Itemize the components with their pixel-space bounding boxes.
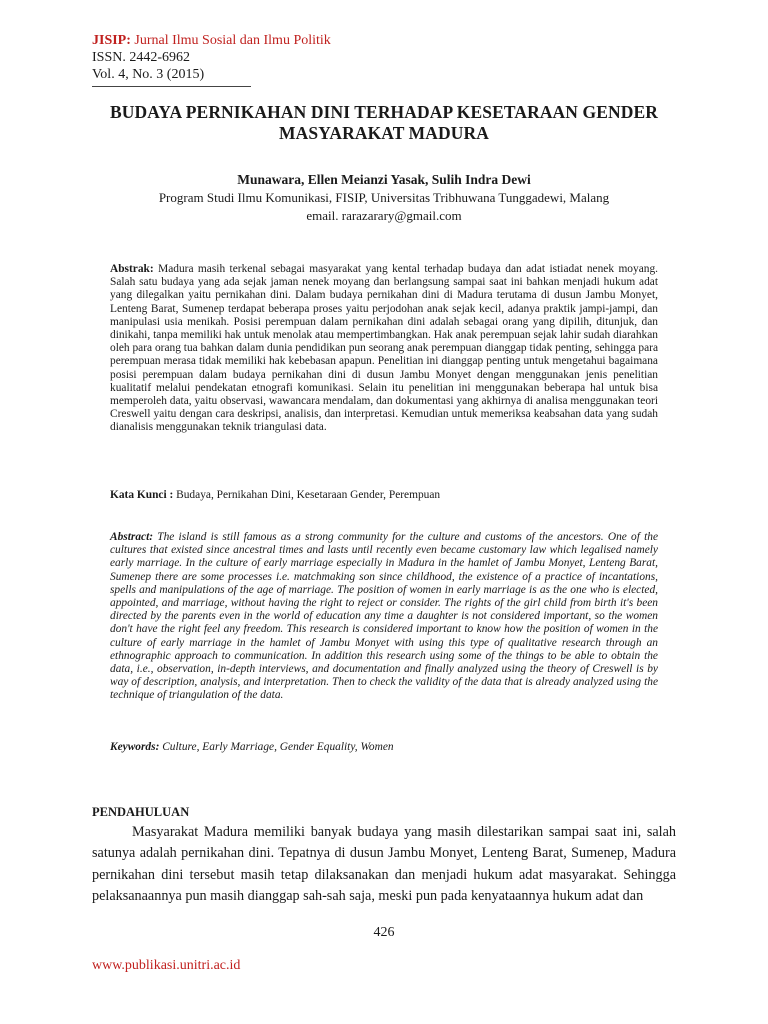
section-heading-introduction: PENDAHULUAN [92, 805, 190, 819]
author-affiliation-block [80, 189, 688, 225]
journal-header [92, 32, 331, 83]
abstract-english [110, 531, 658, 703]
keywords-en-label: Keywords: [110, 741, 160, 753]
keywords-english [110, 741, 658, 754]
footer-link[interactable]: www.publikasi.unitri.ac.id [92, 958, 241, 973]
journal-volume: Vol. 4, No. 3 (2015) [92, 67, 205, 82]
author-affiliation: Program Studi Ilmu Komunikasi, FISIP, Universitas Tribhuwana Tunggadewi, Malang [158, 190, 610, 205]
title-line-2: MASYARAKAT MADURA [279, 123, 489, 143]
article-title [80, 102, 688, 144]
journal-issn: ISSN. 2442-6962 [92, 50, 191, 65]
keywords-en-text: Culture, Early Marriage, Gender Equality, Women [159, 741, 394, 753]
abstract-en-text: The island is still famous as a strong community for the culture and customs of the ancestors. One of the cultures that existed since ancestral times and lasts until recently even became customary law which legalised namely early marriage. In the culture of early marriage especially in Madura in the hamlet of Jambu Monyet, Lenteng Barat, Sumenep there are some processes i.e. matchmaking son since childhood, the existence of a practice of incantations, spells and manipulations of the age of marriage. The position of women in early marriage is as the one who is elected, appointed, and marriage, without having the right to reject or consider. The rights of the girl child from birth it's been directed by the parents even in the world of education any time a daughter is not considered important, so the women don't have the right feel any freedom. This research is considered important to know how the position of women in the culture of early marriage in the hamlet of Jambu Monyet with using this type of qualitative research through an ethnographic approach to communication. In addition this research using some of the things to be able to obtain the data, i.e., observation, in-depth interviews, and documentation and finally analyzed using the theory of Creswell is by way of description, analysis, and interpretation. Then to check the validity of the data that is already analyzed using the technique of triangulation of the data. [110, 531, 658, 702]
journal-abbrev: JISIP: [92, 33, 131, 48]
article-authors: Munawara, Ellen Meianzi Yasak, Sulih Indra Dewi [237, 172, 531, 187]
header-divider [92, 86, 251, 87]
abstract-id-text: Madura masih terkenal sebagai masyarakat yang kental terhadap budaya dan adat istiadat nenek moyang. Salah satu budaya yang ada sejak jaman nenek moyang dan berlangsung sampai saat ini bahkan menjadi hukum adat yang dilegalkan yaitu pernikahan dini. Dalam budaya pernikahan dini di Madura terutama di dusun Jambu Monyet, Lenteng Barat, Sumenep terdapat beberapa proses yaitu perjodohan anak sejak kecil, adanya praktik jampi-jampi, dan manipulasi usia menikah. Posisi perempuan dalam pernikahan dini adalah sebagai orang yang dipilih, ditunjuk, dan dinikahi, tanpa memiliki hak untuk menolak atau mempertimbangkan. Hak anak perempuan sejak lahir sudah diarahkan oleh para orang tua bahkan dalam dunia pendidikan pun seorang anak perempuan dianggap tidak penting, sehingga para perempuan merasa tidak memiliki hak kebebasan apapun. Penelitian ini dianggap penting untuk mengetahui bagaimana posisi perempuan dalam budaya pernikahan dini di dusun Jambu Monyet dengan menggunakan jenis penelitian kualitatif melalui pendekatan etnografi komunikasi. Selain itu penelitian ini menggunakan beberapa hal untuk bisa memperoleh data, yaitu observasi, wawancara mendalam, dan dokumentasi yang akhirnya di analisa menggunakan teori Creswell yaitu dengan cara deskripsi, analisis, dan interpretasi. Kemudian untuk memeriksa keabsahan data yang sudah dianalisis menggunakan teknik triangulasi data. [110, 263, 658, 434]
title-line-1: BUDAYA PERNIKAHAN DINI TERHADAP KESETARAAN GENDER [110, 102, 658, 122]
keywords-indonesian [110, 489, 658, 502]
introduction-paragraph: Masyarakat Madura memiliki banyak budaya yang masih dilestarikan sampai saat ini, salah satunya adalah pernikahan dini. Tepatnya di dusun Jambu Monyet, Lenteng Barat, Sumenep, Madura pernikahan dini tersebut masih tetap dilaksanakan dan menjadi hukum adat masyarakat. Sehingga pelaksanaannya pun masih dianggap sah-sah saja, meski pun pada kenyataannya hukum adat dan [92, 824, 676, 904]
abstract-indonesian [110, 263, 658, 435]
keywords-id-text: Budaya, Pernikahan Dini, Kesetaraan Gender, Perempuan [173, 489, 441, 501]
abstract-en-label: Abstract: [110, 531, 154, 543]
keywords-id-label: Kata Kunci : [110, 489, 174, 501]
page-number: 426 [373, 925, 395, 940]
journal-name [92, 32, 331, 49]
abstract-id-label: Abstrak: [110, 263, 154, 275]
journal-full-name: Jurnal Ilmu Sosial dan Ilmu Politik [130, 33, 331, 48]
author-email: email. rarazarary@gmail.com [306, 208, 462, 223]
